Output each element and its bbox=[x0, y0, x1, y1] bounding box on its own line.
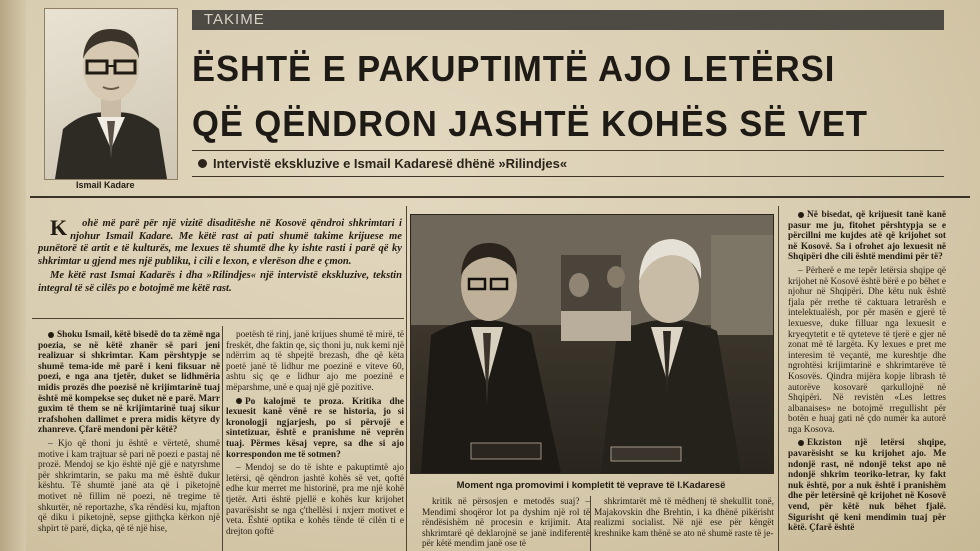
bullet-icon bbox=[198, 159, 207, 168]
photo-illustration bbox=[411, 215, 773, 473]
column-divider bbox=[222, 326, 223, 551]
bullet-icon bbox=[798, 440, 804, 446]
article-column-4 bbox=[594, 497, 774, 551]
article-column-3 bbox=[422, 497, 590, 551]
portrait-illustration bbox=[45, 9, 177, 179]
question-text: Ekziston një letërsi shqipe, pavarësisht se ku krijohet ajo. Me ndonjë rast, në ndonjë tekst apo në ndonjë shkrim teoriko-letrar, ky fakt nuk është, por a nuk është i pranishëm dhe për letërsinë që krijohet në Kosovë vend, për këtë nuk bëhet fjalë. Sigurisht që keni mendimin tuaj për këtë. Çfarë është bbox=[788, 438, 946, 534]
bullet-icon bbox=[798, 212, 804, 218]
article-column-right bbox=[788, 210, 946, 551]
page-binding-edge bbox=[0, 0, 26, 551]
column-divider bbox=[590, 496, 591, 551]
answer-text: – Përherë e me tepër letërsia shqipe që krijohet në Kosovë është bërë e po bëhet e njohur në Shqipëri. Dhe këtu nuk është fjala për rrethe të caktuara letrarësh e intelektualësh, por për masën e gjerë të lexuesve, duke filluar nga lexuesit e kryeqytetit e të qyteteve të tjerë e gjer në zonat më të largëta. Ky lexues e pret me interesim të veçantë, me kureshtje dhe ngrohtësi krijimtarinë e shkrimtarëve të Kosovës. Qindra mijëra kopje librash të autorëve kosovarë qarkullojnë në Shqipëri. Në revistën «Les lettres albanaises» ne botojmë rregullisht për botën e huaj gati në çdo numër ka autorë nga Kosova. bbox=[788, 265, 946, 435]
article-column-2 bbox=[226, 330, 404, 551]
answer-text: – Mendoj se do të ishte e pakuptimtë ajo letërsi, që qëndron jashtë kohës së vet, qoftë edhe kur merret me historinë, pra me një kohë tjetër. Arti është pjellë e kohës kur krijohet pavarësisht se nga ç'thellësi i nxjerr motivet e veta. Është optika e kohës tënde të cilën ti e drejton qoftë bbox=[226, 463, 404, 537]
article-column-1 bbox=[38, 330, 220, 551]
question-text: Në bisedat, që krijuesit tanë kanë pasur me ju, fitohet përshtypja se e përcillni me kujdes atë që krijohet sot në Kosovë. Sa i ofrohet ajo lexuesit në Shqipëri dhe cili është mendimi për të? bbox=[788, 210, 946, 263]
portrait-caption: Ismail Kadare bbox=[76, 180, 135, 190]
bullet-icon bbox=[236, 398, 242, 404]
photo-caption: Moment nga promovimi i kompletit të veprave të I.Kadaresë bbox=[456, 480, 726, 491]
rubric-label: TAKIME bbox=[204, 11, 265, 28]
rubric-bar bbox=[192, 10, 944, 30]
answer-text: – Kjo që thoni ju është e vërtetë, shumë motive i kam trajtuar së pari në poezi e pastaj në prozë. Mendoj se kjo është një gjë e natyrshme për shkrimtarin, se paku ma më është dukur kështu. Të shumtë janë ata që i piketojnë motivet në fillim në poezi, në tregime të shkurtër, në reportazhe, s'ka rëndësi ku, mjafton që diku i piketojnë, sepse gjithçka kërkon një shpirt të parë, diçka, që të një hise, bbox=[38, 438, 220, 534]
drop-cap: K bbox=[50, 215, 68, 240]
intro-divider bbox=[32, 318, 404, 319]
headline-line-2: QË QËNDRON JASHTË KOHËS SË VET bbox=[192, 103, 868, 144]
column-divider bbox=[406, 206, 407, 551]
subtitle bbox=[198, 156, 567, 171]
subtitle-text: Intervistë ekskluzive e Ismail Kadaresë dhënë »Rilindjes« bbox=[213, 156, 568, 171]
intro-paragraph bbox=[38, 215, 402, 298]
subtitle-rule-bottom bbox=[192, 176, 944, 177]
bullet-icon bbox=[48, 332, 54, 338]
question-text: Po kalojmë te proza. Kritika dhe lexuesit kanë vënë re se historia, jo si kronologji ngjarjesh, po si përvojë e sintetizuar, është e pranishme në veprën tuaj. Përmes kësaj vepre, sa dhe si ajo korrespondon me të sotmen? bbox=[226, 396, 404, 460]
answer-text: kritik në përsosjen e metodës suaj? – Mendimi shoqëror lot pa dyshim një rol të rëndësishëm në procesin e krijimit. Ata shkrimtarë që deklarojnë se janë indiferentë për këtë mendim janë ose të bbox=[422, 497, 590, 550]
answer-text: shkrimtarët më të mëdhenj të shekullit tonë, Majakovskin dhe Brehtin, i ka dhënë pikërisht realizmi socialist. Në një ese për këngët kreshnike kam thënë se ato në shumë raste të je- bbox=[594, 497, 774, 539]
author-portrait bbox=[44, 8, 178, 180]
intro-text-1: ohë më parë për një vizitë disaditëshe në Kosovë qëndroi shkrimtari i njohur Ismail Kadare. Me këtë rast ai pati shumë takime krijuese me punëtorë të artit e të kulturës, me lexues të shumtë dhe ky ishte rasti i parë që ky shkrimtar u gjend mes një publiku, i cili e lexon, e vlerëson dhe e çmon. bbox=[38, 218, 402, 267]
column-divider bbox=[778, 206, 779, 551]
event-photo bbox=[410, 214, 774, 474]
subtitle-rule-top bbox=[192, 150, 944, 151]
header-divider bbox=[30, 196, 970, 198]
intro-text-2: Me këtë rast Ismai Kadarës i dha »Rilindjes« një intervistë ekskluzive, tekstin integral të së cilës po e botojmë me këtë rast. bbox=[38, 270, 402, 294]
answer-text: poetësh të rinj, janë krijues shumë të mirë, të freskët, dhe faktin qe, siç thoni ju, nuk kemi një ndërrim aq të shpejtë brezash, dhe që këta poetë janë të lidhur me poezinë e viteve 60, ashtu siç qe e lidhur ajo me poezinë e mëparshme, unë e quaj një gjë pozitive. bbox=[226, 330, 404, 393]
headline-line-1: ËSHTË E PAKUPTIMTË AJO LETËRSI bbox=[192, 48, 836, 89]
question-text: Shoku Ismail, këtë bisedë do ta zëmë nga poezia, se në këtë zhanër së pari jeni realizuar si shkrimtar. Kam përshtypje se shumë tema-ide më parë i keni fiksuar në poezi, e nga ana tjetër, duket se lidhmëria midis prozës dhe poezisë në krijimtarinë tuaj është më kompekse seç duket në e parë. Marr guxim të them se në krijimtarinë tuaj sikur rrafshohen dallimet e prera midis këtyre dy zhanreve. Çfarë mendoni për këtë? bbox=[38, 330, 220, 436]
